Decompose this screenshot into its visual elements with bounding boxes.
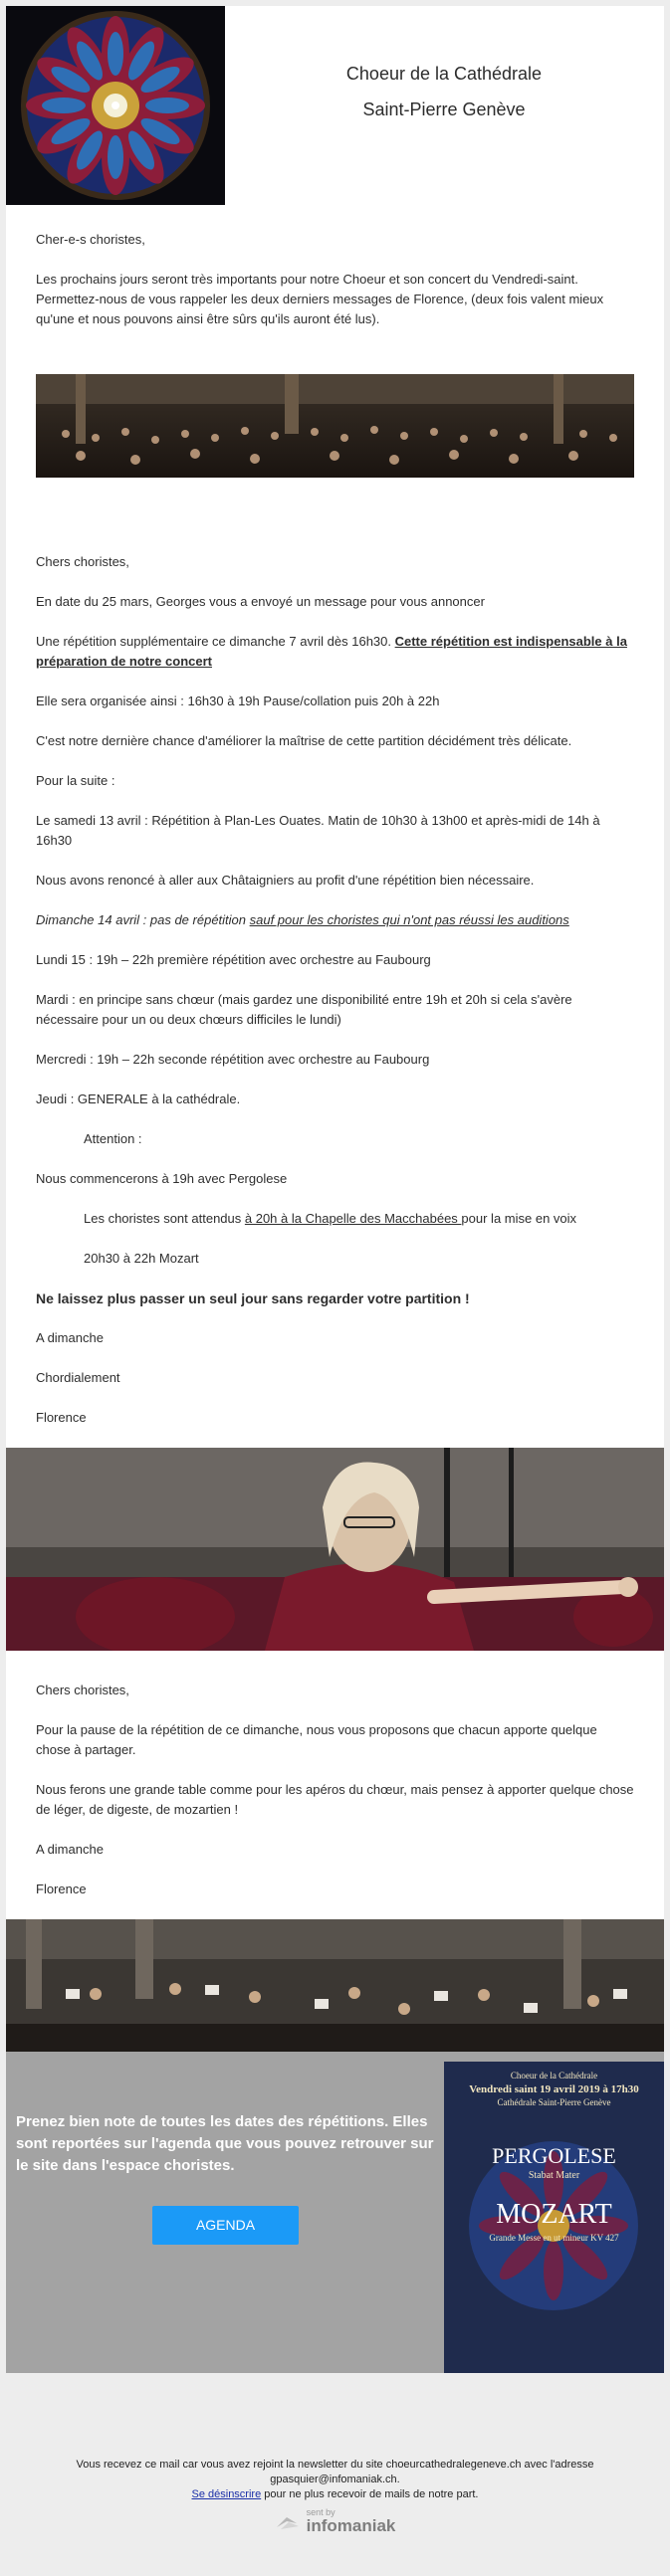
message1-p8 xyxy=(36,910,634,930)
infomaniak-icon xyxy=(275,2513,301,2531)
message1-p5: Pour la suite : xyxy=(36,773,115,788)
message-2 xyxy=(6,1651,664,1899)
message1-p4: C'est notre dernière chance d'améliorer la maîtrise de cette partition décidément très délicate. xyxy=(36,733,572,748)
orchestra-photo xyxy=(6,1919,664,2052)
intro-greeting: Cher-e-s choristes, xyxy=(36,232,145,247)
message1-p20: Florence xyxy=(36,1410,87,1425)
message1-p15 xyxy=(36,1209,634,1229)
message1-p8-underline: sauf pour les choristes qui n'ont pas réussi les auditions xyxy=(249,912,569,927)
poster-line-5: Stabat Mater xyxy=(528,2170,580,2181)
poster-line-2: Vendredi saint 19 avril 2019 à 17h30 xyxy=(469,2083,639,2095)
agenda-block xyxy=(6,2052,664,2373)
message1-p13: Attention : xyxy=(84,1131,142,1146)
header xyxy=(6,6,664,210)
message1-p11: Mercredi : 19h – 22h seconde répétition avec orchestre au Faubourg xyxy=(36,1052,430,1067)
message1-p6: Le samedi 13 avril : Répétition à Plan-Les Ouates. Matin de 10h30 à 13h00 et après-midi de 14h à 16h30 xyxy=(36,813,600,848)
title-line-2: Saint-Pierre Genève xyxy=(362,99,526,119)
message1-p9: Lundi 15 : 19h – 22h première répétition avec orchestre au Faubourg xyxy=(36,952,431,967)
poster-line-6: MOZART xyxy=(496,2199,612,2230)
poster-line-3: Cathédrale Saint-Pierre Genève xyxy=(497,2097,611,2107)
poster-line-1: Choeur de la Cathédrale xyxy=(510,2071,598,2081)
page-title xyxy=(235,56,653,127)
message1-p15-pre: Les choristes sont attendus xyxy=(84,1211,245,1226)
intro-text: Les prochains jours seront très importants pour notre Choeur et son concert du Vendredi-saint. Permettez-nous de vous rappeler les deux derniers messages de Florence, (deux fois valent mieux qu'une et nous pouvons ainsi être sûrs qu'ils auront été lus). xyxy=(36,272,604,326)
message1-p16: 20h30 à 22h Mozart xyxy=(84,1251,199,1266)
message2-p3: A dimanche xyxy=(36,1842,104,1857)
conductor-photo xyxy=(6,1448,664,1651)
sent-by-label: sent by xyxy=(306,2507,335,2517)
footer-unsubscribe-line xyxy=(0,2487,670,2502)
message1-p19: Chordialement xyxy=(36,1370,120,1385)
message1-p14: Nous commencerons à 19h avec Pergolese xyxy=(36,1171,288,1186)
crowd-photo-wrap xyxy=(6,349,664,478)
message1-p17: Ne laissez plus passer un seul jour sans regarder votre partition ! xyxy=(36,1290,470,1306)
footer-unsubscribe-rest: pour ne plus recevoir de mails de notre part. xyxy=(261,2488,479,2500)
message-1 xyxy=(6,478,664,1428)
rose-window-image xyxy=(6,6,225,205)
cathedral-audience-photo xyxy=(36,374,634,478)
unsubscribe-link[interactable]: Se désinscrire xyxy=(191,2488,262,2500)
concert-poster xyxy=(444,2062,664,2373)
infomaniak-logo[interactable] xyxy=(275,2508,396,2536)
agenda-button[interactable]: AGENDA xyxy=(152,2206,299,2245)
infomaniak-brand: infomaniak xyxy=(306,2516,396,2535)
message1-p15-underline: à 20h à la Chapelle des Macchabées xyxy=(244,1211,462,1226)
message1-p10: Mardi : en principe sans chœur (mais gardez une disponibilité entre 19h et 20h si cela s'avère nécessaire pour un ou deux chœurs difficiles le lundi) xyxy=(36,992,572,1027)
agenda-text: Prenez bien note de toutes les dates des répétitions. Elles sont reportées sur l'agenda que vous pouvez retrouver sur le site dans l'espace choristes. xyxy=(16,2113,434,2174)
title-line-1: Choeur de la Cathédrale xyxy=(345,64,543,84)
message1-p2-emphasis: Cette répétition est indispensable à la préparation de notre concert xyxy=(36,634,627,669)
message1-p2-plain: Une répétition supplémentaire ce dimanche 7 avril dès 16h30. xyxy=(36,634,395,649)
message1-p8-italic: Dimanche 14 avril : pas de répétition xyxy=(36,912,250,927)
poster-line-7: Grande Messe en ut mineur KV 427 xyxy=(489,2233,619,2243)
message1-greeting: Chers choristes, xyxy=(36,554,129,569)
footer-line-2: gpasquier@infomaniak.ch. xyxy=(270,2474,400,2485)
message1-p3: Elle sera organisée ainsi : 16h30 à 19h Pause/collation puis 20h à 22h xyxy=(36,694,440,708)
message2-greeting: Chers choristes, xyxy=(36,1683,129,1697)
intro-section xyxy=(6,210,664,329)
footer xyxy=(0,2458,670,2536)
message1-p1: En date du 25 mars, Georges vous a envoyé un message pour vous annoncer xyxy=(36,594,485,609)
message2-p4: Florence xyxy=(36,1882,87,1896)
footer-line-1: Vous recevez ce mail car vous avez rejoint la newsletter du site choeurcathedralegeneve.ch avec l'adresse xyxy=(76,2459,594,2471)
message2-p1: Pour la pause de la répétition de ce dimanche, nous vous proposons que chacun apporte quelque chose à partager. xyxy=(36,1722,597,1757)
poster-line-4: PERGOLESE xyxy=(492,2143,616,2168)
message1-p2 xyxy=(36,632,634,672)
message2-p2: Nous ferons une grande table comme pour les apéros du chœur, mais pensez à apporter quelque chose de léger, de digeste, de mozartien ! xyxy=(36,1782,634,1817)
message1-p18: A dimanche xyxy=(36,1330,104,1345)
message1-p7: Nous avons renoncé à aller aux Châtaigniers au profit d'une répétition bien nécessaire. xyxy=(36,873,535,888)
message1-p12: Jeudi : GENERALE à la cathédrale. xyxy=(36,1091,241,1106)
message1-p15-post: pour la mise en voix xyxy=(461,1211,577,1226)
newsletter-container xyxy=(6,6,664,2373)
